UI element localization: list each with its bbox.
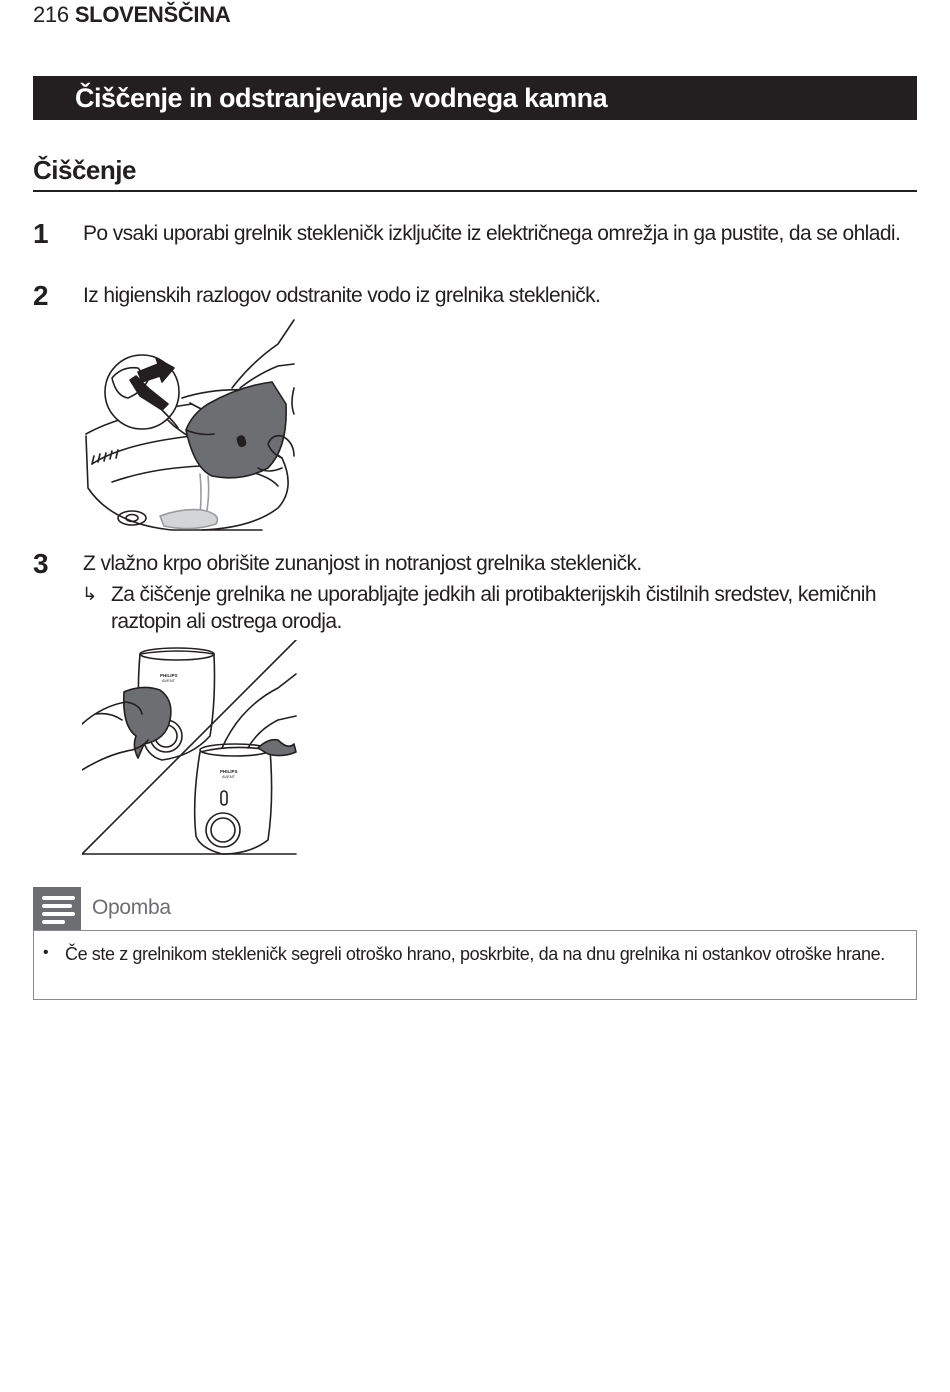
- step-2-number: 2: [33, 280, 49, 311]
- step-3-text: Z vlažno krpo obrišite zunanjost in notranjost grelnika stekleničk.: [83, 552, 642, 575]
- unplug-and-empty-illustration: [82, 318, 298, 534]
- note-box: [33, 930, 917, 1000]
- page-number: 216: [33, 2, 69, 27]
- upper-warmer-brand: PHILIPS: [160, 673, 178, 678]
- note-lines-icon: [33, 887, 81, 930]
- wipe-warmer-illustration: [82, 640, 298, 858]
- lower-warmer-brand: PHILIPS: [220, 769, 238, 774]
- upper-warmer-sub-brand: AVENT: [162, 678, 176, 683]
- note-tab: [33, 887, 81, 930]
- note-label: Opomba: [92, 896, 171, 919]
- language-label: SLOVENŠČINA: [74, 2, 231, 27]
- note-bullet: •: [43, 944, 49, 961]
- section-heading-bar: [33, 76, 917, 120]
- page-header: [33, 2, 230, 28]
- step-1-text: Po vsaki uporabi grelnik stekleničk izključite iz električnega omrežja in ga pustite, da se ohladi.: [83, 222, 901, 245]
- note-text: Če ste z grelnikom stekleničk segreli otroško hrano, poskrbite, da na dnu grelnika ni ostankov otroške hrane.: [65, 944, 885, 964]
- step-2-text: Iz higienskih razlogov odstranite vodo iz grelnika stekleničk.: [83, 284, 601, 307]
- step-1-number: 1: [33, 218, 49, 249]
- step-3-result-text: Za čiščenje grelnika ne uporabljajte jedkih ali protibakterijskih čistilnih sredstev, kemičnih raztopin ali ostrega orodja.: [111, 583, 876, 633]
- subsection-rule: [33, 190, 917, 192]
- result-arrow-icon: ↳: [82, 584, 98, 605]
- subsection-title: Čiščenje: [33, 155, 136, 185]
- step-3-number: 3: [33, 548, 49, 579]
- section-title: Čiščenje in odstranjevanje vodnega kamna: [75, 83, 608, 113]
- lower-warmer-sub-brand: AVENT: [222, 774, 236, 779]
